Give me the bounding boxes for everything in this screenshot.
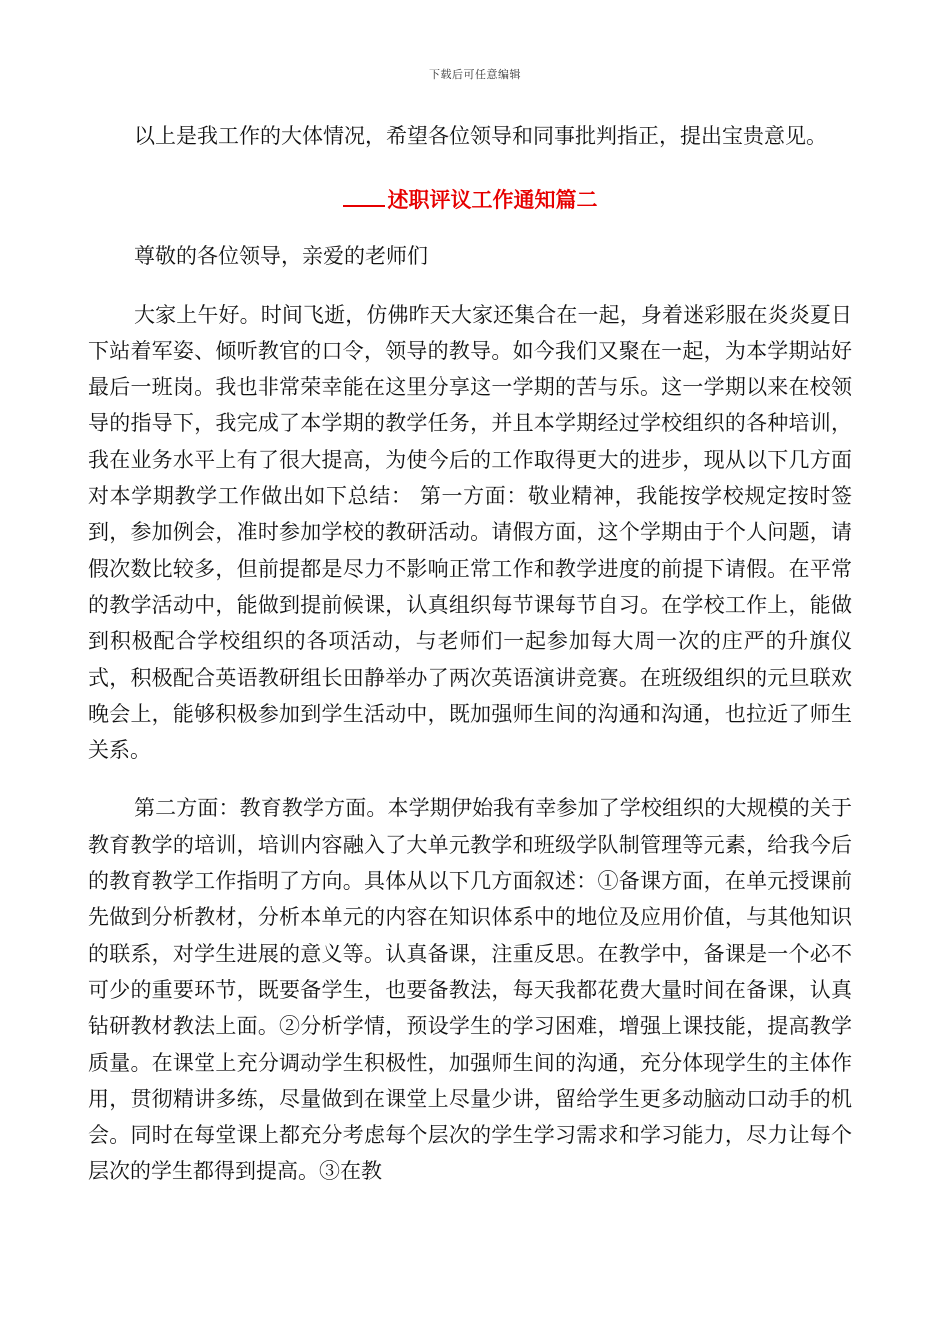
greeting-line: 尊敬的各位领导，亲爱的老师们: [134, 244, 428, 269]
paragraph-spacer: [88, 768, 852, 790]
section-title: [88, 182, 852, 218]
document-body: [88, 118, 852, 1190]
body-paragraph-1: 大家上午好。时间飞逝，仿佛昨天大家还集合在一起，身着迷彩服在炎炎夏日下站着军姿、倾听教官的口令，领导的教导。如今我们又聚在一起，为本学期站好最后一班岗。我也非常荣幸能在这里分享这一学期的苦与乐。这一学期以来在校领导的指导下，我完成了本学期的教学任务，并且本学期经过学校组织的各种培训，我在业务水平上有了很大提高，为使今后的工作取得更大的进步，现从以下几方面对本学期教学工作做出如下总结： 第一方面：敬业精神，我能按学校规定按时签到，参加例会，准时参加学校的教研活动。请假方面，这个学期由于个人问题，请假次数比较多，但前提都是尽力不影响正常工作和教学进度的前提下请假。在平常的教学活动中，能做到提前候课，认真组织每节课每节自习。在学校工作上，能做到积极配合学校组织的各项活动，与老师们一起参加每大周一次的庄严的升旗仪式，积极配合英语教研组长田静举办了两次英语演讲竞赛。在班级组织的元旦联欢晚会上，能够积极参加到学生活动中，既加强师生间的沟通和沟通，也拉近了师生关系。: [88, 302, 852, 763]
title-blank-underline: [343, 187, 385, 207]
section-title-text: 述职评议工作通知篇二: [387, 188, 598, 213]
body-paragraph-2: 第二方面：教育教学方面。本学期伊始我有幸参加了学校组织的大规模的关于教育教学的培训，培训内容融入了大单元教学和班级学队制管理等元素，给我今后的教育教学工作指明了方向。具体从以下几方面叙述：①备课方面，在单元授课前先做到分析教材，分析本单元的内容在知识体系中的地位及应用价值，与其他知识的联系，对学生进展的意义等。认真备课，注重反思。在教学中，备课是一个必不可少的重要环节，既要备学生，也要备教法，每天我都花费大量时间在备课，认真钻研教材教法上面。②分析学情，预设学生的学习困难，增强上课技能，提高教学质量。在课堂上充分调动学生积极性，加强师生间的沟通，充分体现学生的主体作用，贯彻精讲多练，尽量做到在课堂上尽量少讲，留给学生更多动脑动口动手的机会。同时在每堂课上都充分考虑每个层次的学生学习需求和学习能力，尽力让每个层次的学生都得到提高。③在教: [88, 796, 852, 1184]
page-header-note: 下载后可任意编辑: [429, 68, 521, 81]
intro-paragraph: 以上是我工作的大体情况，希望各位领导和同事批判指正，提出宝贵意见。: [134, 124, 827, 148]
